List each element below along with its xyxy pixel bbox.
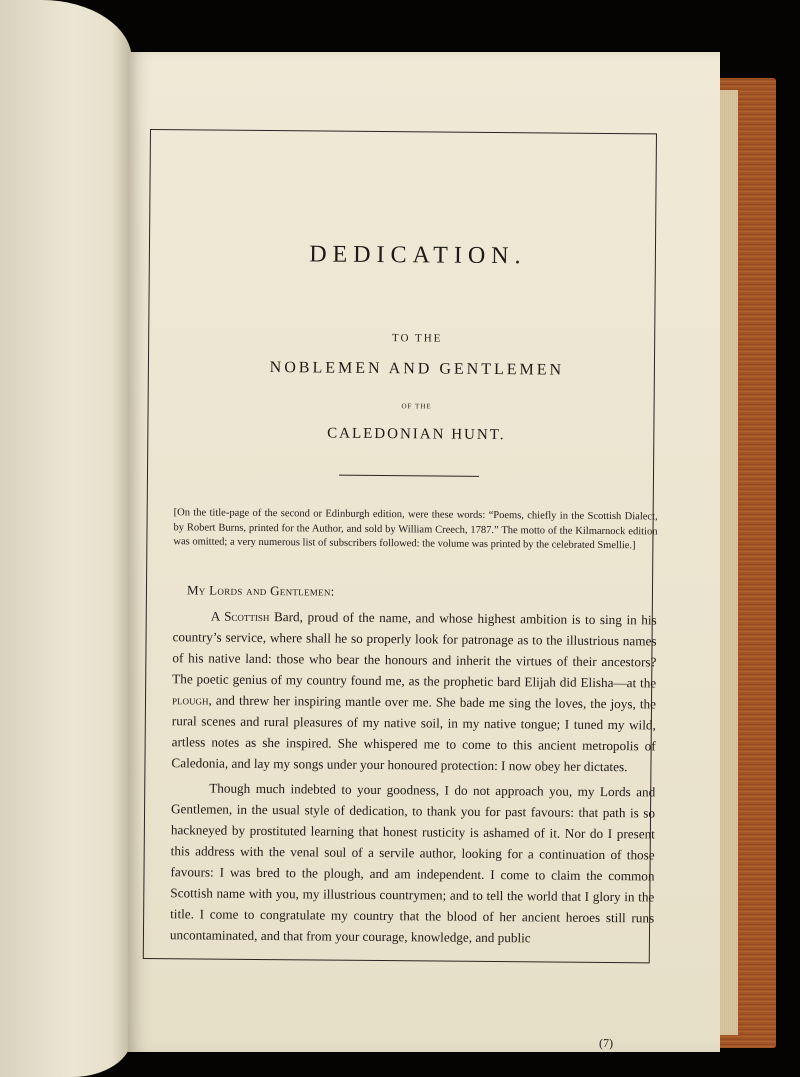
salutation: My Lords and Gentlemen: xyxy=(186,582,335,599)
paragraph-1 xyxy=(171,605,656,777)
paragraph-2: Though much indebted to your goodness, I do not approach you, my Lords and Gentlemen, in the usual style of dedication, to thank you for past favours: that path is so hackneyed by prostituted learning that honest rusticity is ashamed of it. Nor do I present this address with the venal soul of a servile author, looking for a continuation of those favours: I was bred to the plough, and am independent. I come to claim the common Scottish name with you, my illustrious countrymen; and to tell the world that I glory in the title. I come to congratulate my country that the blood of her ancient heroes still runs uncontaminated, and that from your courage, knowledge, and public xyxy=(169,780,656,946)
paragraph-1-part-b: , and threw her inspiring mantle over me. She bade me sing the loves, the joys, the rural scenes and rural pleasures of my native soil, in my native tongue; I tuned my wild, artless notes as she inspired. She whispered me to come to this ancient metropolis of Caledonia, and lay my songs under your honoured protection: I now obey her dictates. xyxy=(171,692,657,775)
recipients-line-2: CALEDONIAN HUNT. xyxy=(327,425,506,444)
page-title: DEDICATION. xyxy=(309,241,527,270)
editorial-note xyxy=(173,506,657,554)
plough-word: plough xyxy=(171,692,209,708)
printed-border-frame xyxy=(143,129,658,1051)
paragraph-1-part-a: Bard, proud of the name, and whose highest ambition is to sing in his country’s service, where shall he so properly look for patronage as to the illustrious names of his native land: those who bear the honours and inherit the virtues of their ancestors? The poetic genius of my country found me, as the prophetic bard Elijah did Elisha—at the xyxy=(172,609,657,691)
editorial-note-text: [On the title-page of the second or Edinburgh edition, were these words: “Poems, chiefly in the Scottish Dialect, by Robert Burns, printed for the Author, and sold by William Creech, 1787.” The motto of the Kilmarnock edition was omitted; a very numerous list of subscribers followed: the volume was printed by the celebrated Smellie.] xyxy=(173,507,658,552)
of-the-label: OF THE xyxy=(401,402,432,411)
recipients-line-1: NOBLEMEN AND GENTLEMEN xyxy=(269,359,565,379)
dedication-body xyxy=(170,605,657,949)
paragraph-1-lead: A Scottish xyxy=(210,608,270,625)
page-number: (7) xyxy=(598,1035,614,1051)
divider-rule xyxy=(339,475,479,477)
facing-left-page xyxy=(0,0,132,1077)
right-page xyxy=(128,52,720,1052)
page-content xyxy=(169,130,661,1051)
to-the-label: TO THE xyxy=(391,332,443,345)
